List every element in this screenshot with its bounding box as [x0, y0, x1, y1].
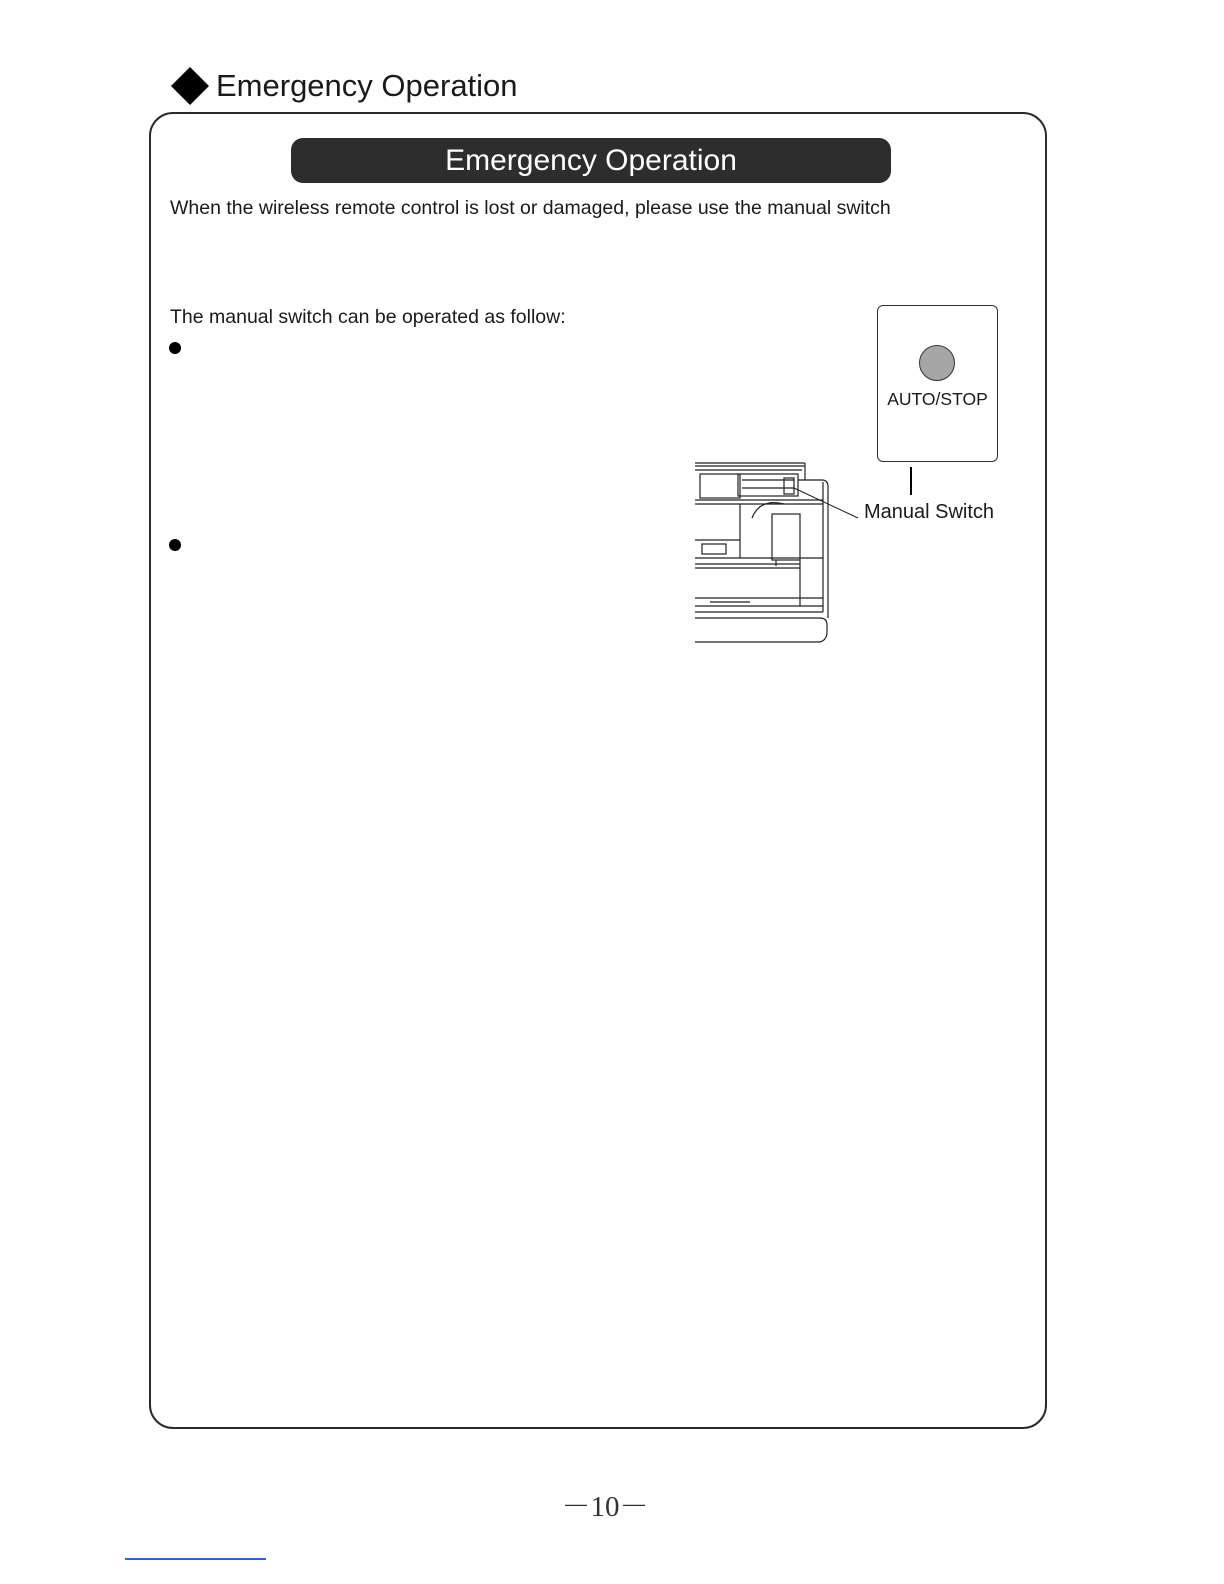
operation-intro: The manual switch can be operated as follow: — [170, 306, 566, 328]
auto-stop-button[interactable] — [919, 345, 955, 381]
bullet-icon — [169, 342, 181, 354]
section-heading-text: Emergency Operation — [216, 68, 518, 103]
panel-title: Emergency Operation — [291, 138, 891, 183]
auto-stop-label: AUTO/STOP — [887, 389, 988, 409]
intro-paragraph: When the wireless remote control is lost or damaged, please use the manual switch — [170, 197, 891, 219]
manual-switch-callout: Manual Switch — [864, 501, 995, 523]
page-number: －10－ — [561, 1491, 649, 1523]
indoor-unit-illustration — [690, 460, 865, 650]
diamond-icon — [170, 66, 210, 106]
callout-leader-line — [910, 467, 912, 495]
bullet-icon — [169, 539, 181, 551]
auto-stop-switch-panel — [877, 305, 998, 462]
footer-link-underline[interactable] — [125, 1558, 266, 1560]
section-heading — [170, 64, 518, 108]
